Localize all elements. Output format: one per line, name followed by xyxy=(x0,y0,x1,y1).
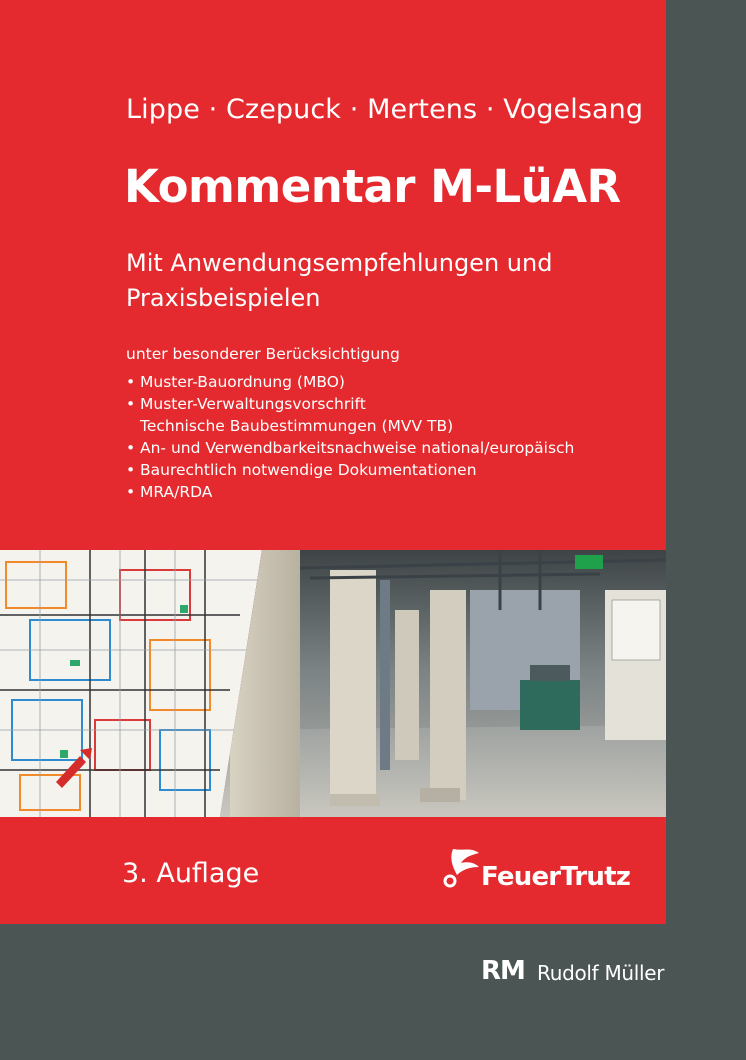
book-subtitle xyxy=(126,246,646,316)
list-item: • Muster-Verwaltungsvorschrift Technische Baubestimmungen (MVV TB) xyxy=(126,393,574,437)
list-item: • MRA/RDA xyxy=(126,481,574,503)
list-item: • Baurechtlich notwendige Dokumentationen xyxy=(126,459,574,481)
features-intro: unter besonderer Berücksichtigung xyxy=(126,345,400,363)
floor-plan-drawing xyxy=(0,550,262,817)
subtitle-line: Praxisbeispielen xyxy=(126,284,321,312)
publisher-name: FeuerTrutz xyxy=(481,862,631,892)
publisher-logo xyxy=(441,845,641,895)
authors-line: Lippe · Czepuck · Mertens · Vogelsang xyxy=(126,94,644,125)
features-list xyxy=(126,371,574,503)
technical-room-photo xyxy=(220,550,666,817)
list-item: • An- und Verwendbarkeitsnachweise national/europäisch xyxy=(126,437,574,459)
cover-image-band xyxy=(0,550,666,817)
imprint-name: Rudolf Müller xyxy=(537,961,665,985)
edition-label: 3. Auflage xyxy=(122,858,260,889)
book-title: Kommentar M-LüAR xyxy=(124,160,621,213)
subtitle-line: Mit Anwendungsempfehlungen und xyxy=(126,249,553,277)
flame-logo-icon xyxy=(441,845,481,889)
imprint-mark: RM xyxy=(481,956,525,986)
list-item: • Muster-Bauordnung (MBO) xyxy=(126,371,574,393)
